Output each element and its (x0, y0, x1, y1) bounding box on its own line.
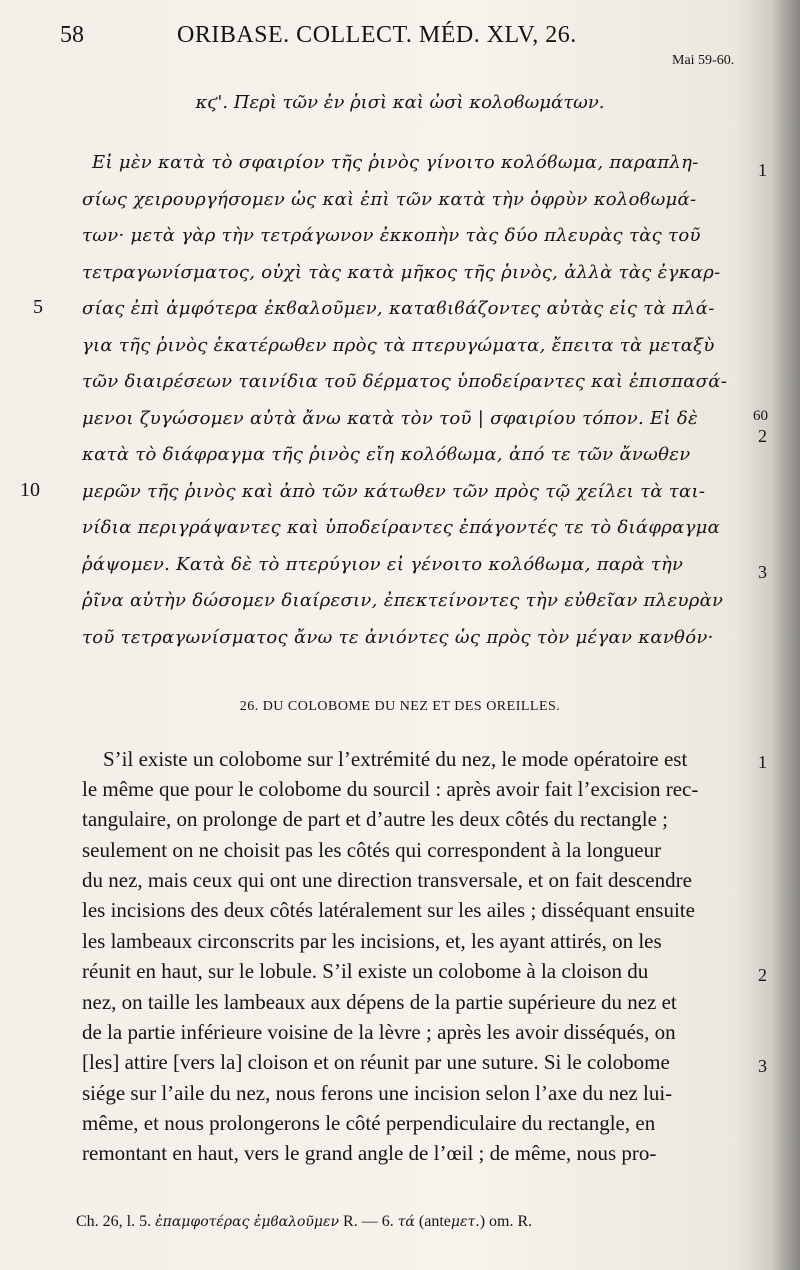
greek-line: σίως χειρουργήσομεν ὡς καὶ ἐπὶ τῶν κατὰ τὴν ὀφρὺν κολοϐωμά- (82, 189, 697, 210)
greek-line: των· μετὰ γὰρ τὴν τετράγωνον ἐκκοπὴν τὰς δύο πλευρὰς τὰς τοῦ (82, 225, 701, 246)
greek-line: ῥάψομεν. Κατὰ δὲ τὸ πτερύγιον εἰ γένοιτο κολόϐωμα, παρὰ τὴν (82, 554, 684, 575)
margin-number: 1 (758, 752, 767, 772)
french-line: les lambeaux circonscrits par les incisions, et, les ayant attirés, on les (82, 929, 662, 953)
french-line: [les] attire [vers la] cloison et on réunit par une suture. Si le colobome (82, 1050, 670, 1074)
greek-chapter-title: κϛ'. Περὶ τῶν ἐν ῥισὶ καὶ ὠσὶ κολοϐωμάτων. (195, 92, 605, 113)
greek-line: τοῦ τετραγωνίσματος ἄνω τε ἀνιόντες ὡς πρὸς τὸν μέγαν κανθόν· (82, 627, 714, 648)
greek-line: σίας ἐπὶ ἀμφότερα ἐκϐαλοῦμεν, καταϐιϐάζοντες αὐτὰς εἰς τὰ πλά- (82, 298, 715, 319)
french-line: tangulaire, on prolonge de part et d’autre les deux côtés du rectangle ; (82, 807, 669, 831)
running-title: ORIBASE. COLLECT. MÉD. XLV, 26. (177, 22, 577, 48)
margin-number: 2 (758, 426, 767, 446)
french-chapter-title: 26. DU COLOBOME DU NEZ ET DES OREILLES. (239, 699, 561, 714)
line-number: 5 (33, 296, 43, 318)
page-edge-shadow (772, 0, 800, 1270)
french-line: du nez, mais ceux qui ont une direction transversale, et on fait descendre (82, 868, 692, 892)
french-line: remontant en haut, vers le grand angle de l’œil ; de même, nous pro- (82, 1141, 657, 1165)
margin-number: 60 (753, 408, 768, 424)
footnote-greek: μετ. (450, 1214, 480, 1230)
greek-line: νίδια περιγράψαντες καὶ ὑποδείραντες ἐπάγοντές τε τὸ διάφραγμα (82, 517, 721, 538)
page-header (60, 22, 660, 54)
french-line: siége sur l’aile du nez, nous ferons une incision selon l’axe du nez lui- (82, 1081, 673, 1105)
greek-line: για τῆς ῥινὸς ἑκατέρωθεν πρὸς τὰ πτερυγώματα, ἔπειτα τὰ μεταξὺ (82, 335, 715, 356)
french-line: les incisions des deux côtés latéralement sur les ailes ; disséquant ensuite (82, 898, 695, 922)
edition-reference: Mai 59-60. (672, 53, 735, 68)
french-line: même, et nous prolongerons le côté perpendiculaire du rectangle, en (82, 1111, 656, 1135)
greek-line: μενοι ζυγώσομεν αὐτὰ ἄνω κατὰ τὸν τοῦ | σφαιρίου τόπον. Εἰ δὲ (82, 408, 698, 429)
margin-number: 2 (758, 965, 767, 985)
footnote (76, 1213, 532, 1231)
greek-line: τῶν διαιρέσεων ταινίδια τοῦ δέρματος ὑποδείραντες καὶ ἐπισπασά- (82, 371, 728, 392)
greek-line: ῥῖνα αὐτὴν δώσομεν διαίρεσιν, ἐπεκτείνοντες τὴν εὐθεῖαν πλευρὰν (82, 590, 724, 611)
page-number: 58 (60, 22, 84, 48)
french-line: de la partie inférieure voisine de la lèvre ; après les avoir disséqués, on (82, 1020, 676, 1044)
greek-line: Εἰ μὲν κατὰ τὸ σφαιρίον τῆς ῥινὸς γίνοιτο κολόϐωμα, παραπλη- (92, 152, 699, 173)
greek-line: μερῶν τῆς ῥινὸς καὶ ἀπὸ τῶν κάτωθεν τῶν πρὸς τῷ χείλει τὰ ται- (82, 481, 706, 502)
footnote-text: ) om. R. (479, 1213, 533, 1230)
footnote-greek: τά (397, 1214, 415, 1230)
margin-number: 3 (758, 1056, 767, 1076)
french-line: nez, on taille les lambeaux aux dépens de la partie supérieure du nez et (82, 990, 677, 1014)
french-line: seulement on ne choisit pas les côtés qui correspondent à la longueur (82, 838, 662, 862)
greek-line: κατὰ τὸ διάφραγμα τῆς ῥινὸς εἴη κολόϐωμα, ἀπό τε τῶν ἄνωθεν (82, 444, 691, 465)
margin-number: 1 (758, 160, 767, 180)
line-number: 10 (20, 479, 40, 501)
footnote-ref: Ch. 26, l. 5. (76, 1213, 152, 1230)
french-line: réunit en haut, sur le lobule. S’il existe un colobome à la cloison du (82, 959, 649, 983)
footnote-text: (ante (418, 1213, 451, 1230)
footnote-greek: ἐπαμφοτέρας ἐμϐαλοῦμεν (155, 1214, 340, 1230)
french-line: S’il existe un colobome sur l’extrémité du nez, le mode opératoire est (103, 747, 688, 771)
greek-line: τετραγωνίσματος, οὐχὶ τὰς κατὰ μῆκος τῆς ῥινὸς, ἀλλὰ τὰς ἐγκαρ- (82, 262, 721, 283)
margin-number: 3 (758, 562, 767, 582)
footnote-text: R. — 6. (343, 1213, 394, 1230)
french-line: le même que pour le colobome du sourcil : après avoir fait l’excision rec- (82, 777, 699, 801)
